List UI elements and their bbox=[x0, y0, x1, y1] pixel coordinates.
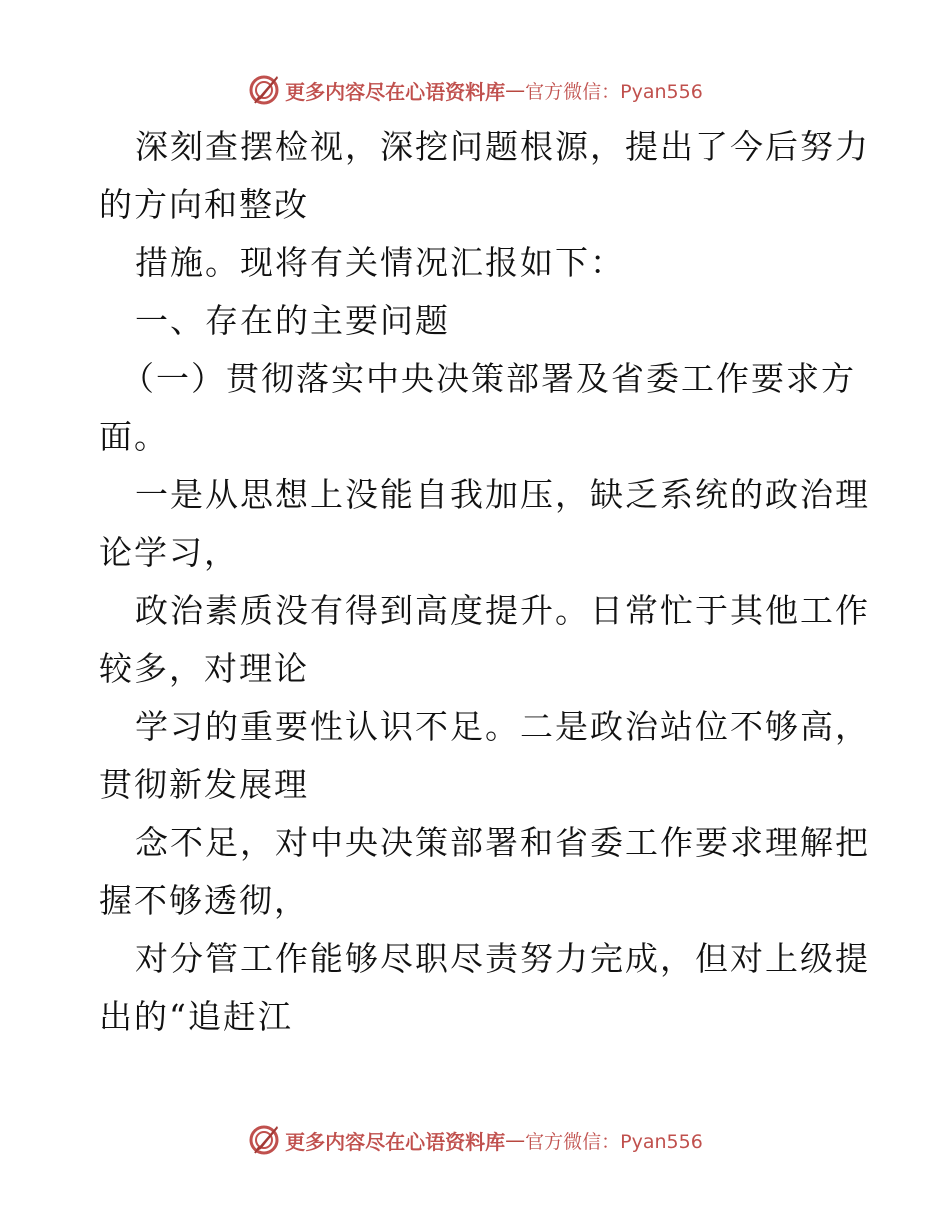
body-line: 的方向和整改 bbox=[99, 185, 309, 224]
body-line: 面。 bbox=[99, 417, 169, 456]
body-line: 论学习， bbox=[99, 533, 239, 572]
body-line: 学习的重要性认识不足。二是政治站位不够高， bbox=[135, 707, 870, 746]
body-line: 贯彻新发展理 bbox=[99, 765, 309, 804]
body-line: 握不够透彻， bbox=[99, 881, 309, 920]
banner-wechat: 官方微信：Pyan556 bbox=[525, 80, 703, 103]
banner-wechat: 官方微信：Pyan556 bbox=[525, 1130, 703, 1153]
banner-dash: — bbox=[505, 1128, 526, 1152]
body-line: 措施。现将有关情况汇报如下： bbox=[135, 243, 625, 282]
body-line: 深刻查摆检视，深挖问题根源，提出了今后努力 bbox=[135, 127, 870, 166]
quill-logo-icon bbox=[247, 73, 281, 107]
banner-text: 更多内容尽在心语资料库 bbox=[285, 1129, 506, 1154]
subsection-heading: （一）贯彻落实中央决策部署及省委工作要求方 bbox=[121, 359, 856, 398]
header-banner bbox=[0, 70, 950, 110]
body-line: 一是从思想上没能自我加压，缺乏系统的政治理 bbox=[135, 475, 870, 514]
quill-logo-icon bbox=[247, 1123, 281, 1157]
body-line: 对分管工作能够尽职尽责努力完成，但对上级提 bbox=[135, 939, 870, 978]
banner-dash: — bbox=[505, 78, 526, 102]
body-line: 政治素质没有得到高度提升。日常忙于其他工作 bbox=[135, 591, 870, 630]
body-line: 较多，对理论 bbox=[99, 649, 309, 688]
body-line: 念不足，对中央决策部署和省委工作要求理解把 bbox=[135, 823, 870, 862]
banner-text: 更多内容尽在心语资料库 bbox=[285, 79, 506, 104]
section-heading: 一、存在的主要问题 bbox=[135, 301, 450, 340]
footer-banner bbox=[0, 1120, 950, 1160]
body-line: 出的“追赶江 bbox=[99, 997, 293, 1036]
